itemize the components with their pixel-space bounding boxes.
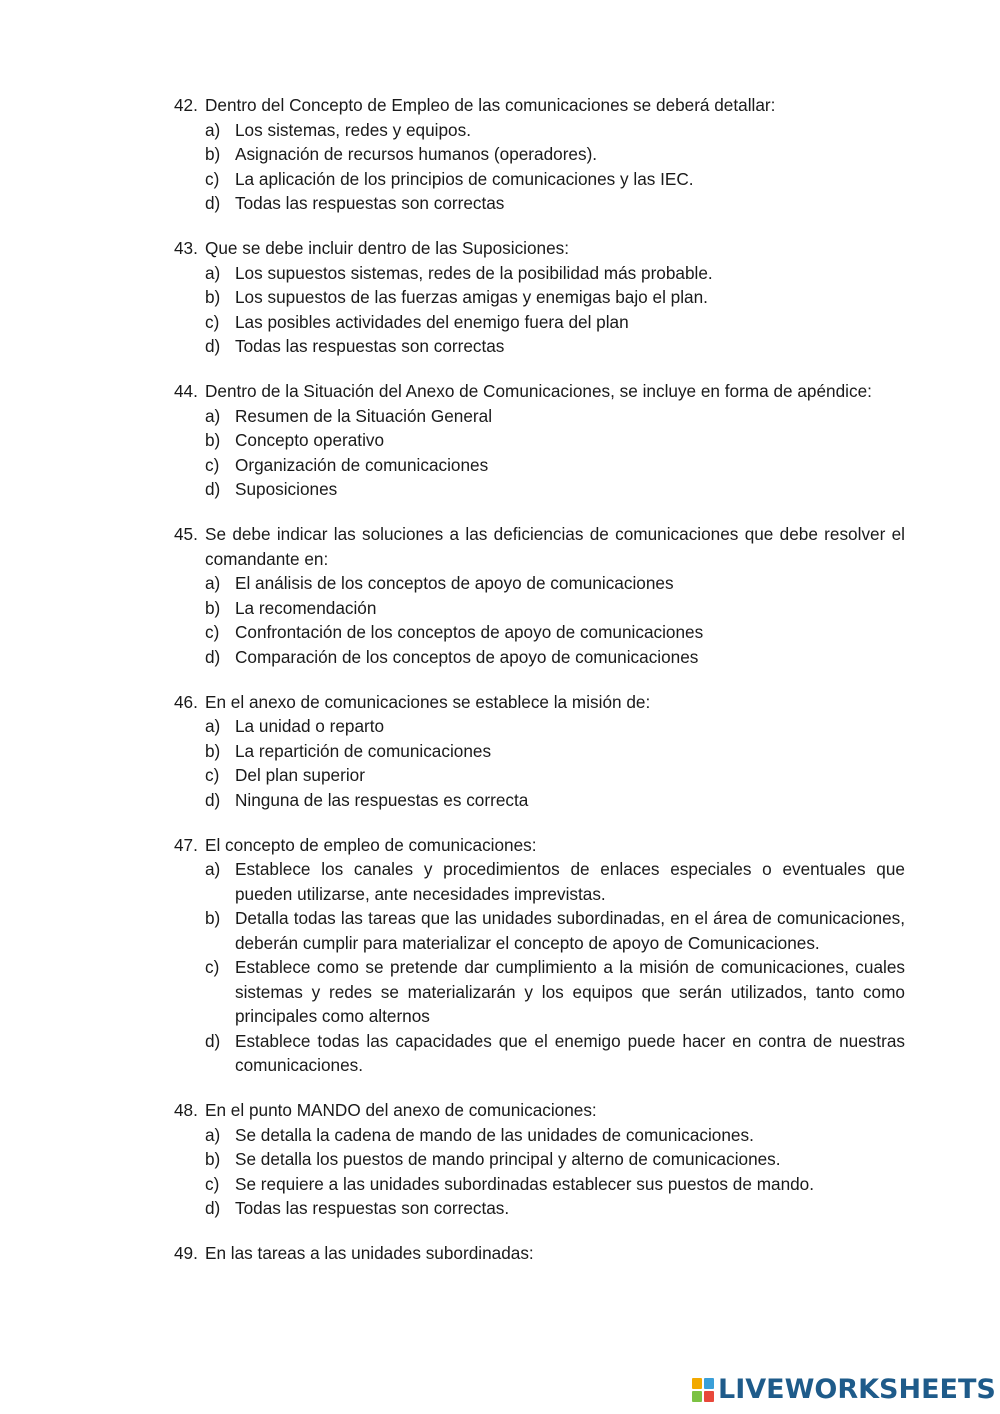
option-text: Se detalla la cadena de mando de las unidades de comunicaciones. — [235, 1124, 754, 1145]
answer-option[interactable] — [174, 906, 905, 955]
option-letter: a) — [205, 119, 221, 140]
answer-option[interactable] — [174, 714, 905, 739]
liveworksheets-mark-icon — [692, 1378, 714, 1402]
question-47 — [174, 833, 905, 1078]
option-letter: c) — [205, 311, 220, 332]
answer-option[interactable] — [174, 1029, 905, 1078]
mark-square-4 — [704, 1391, 714, 1402]
option-letter: c) — [205, 1173, 220, 1194]
answer-option[interactable] — [174, 477, 905, 502]
option-text: La repartición de comunicaciones — [235, 740, 492, 761]
option-letter: c) — [205, 622, 220, 642]
option-text: Organización de comunicaciones — [235, 454, 489, 475]
option-letter: a) — [205, 405, 221, 426]
option-text: Resumen de la Situación General — [235, 405, 493, 426]
answer-option[interactable] — [174, 285, 905, 310]
option-letter: a) — [205, 1124, 221, 1145]
answer-option[interactable] — [174, 645, 905, 670]
option-letter: d) — [205, 646, 221, 667]
question-text: En el punto MANDO del anexo de comunicaciones: — [205, 1100, 597, 1120]
question-text: En el anexo de comunicaciones se establece la misión de: — [205, 691, 651, 712]
answer-option[interactable] — [174, 191, 905, 216]
answer-option[interactable] — [174, 620, 905, 645]
option-letter: b) — [205, 287, 221, 307]
option-text: El análisis de los conceptos de apoyo de comunicaciones — [235, 573, 674, 593]
option-text: La unidad o reparto — [235, 716, 385, 736]
answer-option[interactable] — [174, 1196, 905, 1221]
answer-option[interactable] — [174, 142, 905, 167]
question-list — [174, 93, 905, 1286]
question-stem — [174, 522, 905, 571]
answer-option[interactable] — [174, 118, 905, 143]
liveworksheets-brand-text: LIVEWORKSHEETS — [718, 1374, 996, 1405]
answer-option[interactable] — [174, 428, 905, 453]
option-letter: b) — [205, 144, 221, 164]
answer-option[interactable] — [174, 955, 905, 1029]
option-text: Ninguna de las respuestas es correcta — [235, 789, 529, 810]
answer-option[interactable] — [174, 310, 905, 335]
question-46 — [174, 690, 905, 813]
option-text: Establece los canales y procedimientos de enlaces especiales o eventuales que pueden utilizarse, ante necesidades imprevistas. — [235, 859, 905, 904]
question-stem — [174, 93, 905, 118]
option-letter: d) — [205, 336, 221, 356]
question-number: 42. — [174, 95, 198, 115]
option-letter: d) — [205, 789, 221, 810]
answer-option[interactable] — [174, 763, 905, 788]
question-text: Que se debe incluir dentro de las Suposiciones: — [205, 238, 570, 258]
question-48 — [174, 1098, 905, 1221]
option-letter: d) — [205, 1030, 221, 1051]
question-number: 47. — [174, 834, 198, 855]
mark-square-2 — [704, 1378, 714, 1389]
question-stem — [174, 236, 905, 261]
answer-option[interactable] — [174, 261, 905, 286]
option-letter: a) — [205, 859, 221, 879]
answer-option[interactable] — [174, 1147, 905, 1172]
option-letter: d) — [205, 479, 221, 499]
answer-option[interactable] — [174, 404, 905, 429]
option-text: Todas las respuestas son correctas — [235, 336, 505, 356]
question-stem — [174, 1098, 905, 1123]
mark-square-1 — [692, 1378, 702, 1389]
option-letter: b) — [205, 740, 221, 761]
answer-option[interactable] — [174, 167, 905, 192]
answer-option[interactable] — [174, 788, 905, 813]
question-number: 45. — [174, 524, 198, 544]
option-letter: b) — [205, 1149, 221, 1169]
option-text: La recomendación — [235, 597, 377, 618]
answer-option[interactable] — [174, 857, 905, 906]
answer-option[interactable] — [174, 453, 905, 478]
option-text: Todas las respuestas son correctas. — [235, 1198, 510, 1218]
question-number: 46. — [174, 691, 198, 712]
question-42 — [174, 93, 905, 216]
question-text: Dentro de la Situación del Anexo de Comunicaciones, se incluye en forma de apéndice: — [205, 381, 872, 401]
question-number: 48. — [174, 1100, 198, 1120]
question-number: 43. — [174, 238, 198, 258]
question-text: Se debe indicar las soluciones a las deficiencias de comunicaciones que debe resolver el comandante en: — [205, 524, 905, 569]
option-text: Del plan superior — [235, 765, 365, 785]
option-text: Concepto operativo — [235, 430, 385, 450]
option-text: La aplicación de los principios de comunicaciones y las IEC. — [235, 168, 694, 189]
option-letter: d) — [205, 193, 221, 213]
question-43 — [174, 236, 905, 359]
answer-option[interactable] — [174, 596, 905, 621]
option-letter: c) — [205, 454, 220, 475]
answer-option[interactable] — [174, 1123, 905, 1148]
option-text: Asignación de recursos humanos (operadores). — [235, 144, 598, 164]
option-letter: b) — [205, 430, 221, 450]
option-letter: c) — [205, 765, 220, 785]
option-letter: a) — [205, 262, 221, 283]
question-stem — [174, 833, 905, 858]
answer-option[interactable] — [174, 1172, 905, 1197]
question-44 — [174, 379, 905, 502]
option-letter: a) — [205, 573, 221, 593]
question-text: En las tareas a las unidades subordinadas: — [205, 1243, 534, 1263]
option-text: Las posibles actividades del enemigo fuera del plan — [235, 311, 629, 332]
option-text: Comparación de los conceptos de apoyo de comunicaciones — [235, 646, 699, 667]
option-text: Los sistemas, redes y equipos. — [235, 119, 471, 140]
option-text: Los supuestos sistemas, redes de la posibilidad más probable. — [235, 262, 713, 283]
option-text: Todas las respuestas son correctas — [235, 193, 505, 213]
mark-square-3 — [692, 1391, 702, 1402]
question-stem — [174, 379, 905, 404]
option-letter: d) — [205, 1198, 221, 1218]
option-text: Establece como se pretende dar cumplimiento a la misión de comunicaciones, cuales sistemas y redes se materializarán y los equipos que serán utilizados, tanto como principales como alternos — [235, 957, 905, 1026]
option-text: Se detalla los puestos de mando principal y alterno de comunicaciones. — [235, 1149, 781, 1169]
option-letter: a) — [205, 716, 221, 736]
question-text: Dentro del Concepto de Empleo de las comunicaciones se deberá detallar: — [205, 95, 776, 115]
answer-option[interactable] — [174, 739, 905, 764]
option-text: Confrontación de los conceptos de apoyo de comunicaciones — [235, 622, 704, 642]
option-text: Se requiere a las unidades subordinadas establecer sus puestos de mando. — [235, 1173, 815, 1194]
option-text: Detalla todas las tareas que las unidades subordinadas, en el área de comunicaciones, deberán cumplir para materializar el concepto de apoyo de Comunicaciones. — [235, 908, 905, 953]
option-text: Suposiciones — [235, 479, 338, 499]
option-letter: c) — [205, 957, 220, 977]
question-stem — [174, 1241, 905, 1266]
question-stem — [174, 690, 905, 715]
option-letter: c) — [205, 168, 220, 189]
answer-option[interactable] — [174, 571, 905, 596]
option-letter: b) — [205, 597, 221, 618]
answer-option[interactable] — [174, 334, 905, 359]
question-text: El concepto de empleo de comunicaciones: — [205, 834, 537, 855]
liveworksheets-logo — [692, 1374, 996, 1406]
question-49 — [174, 1241, 905, 1266]
question-number: 44. — [174, 381, 198, 401]
option-text: Establece todas las capacidades que el enemigo puede hacer en contra de nuestras comunicaciones. — [235, 1030, 905, 1075]
question-number: 49. — [174, 1243, 198, 1263]
option-text: Los supuestos de las fuerzas amigas y enemigas bajo el plan. — [235, 287, 708, 307]
option-letter: b) — [205, 908, 221, 928]
question-45 — [174, 522, 905, 669]
